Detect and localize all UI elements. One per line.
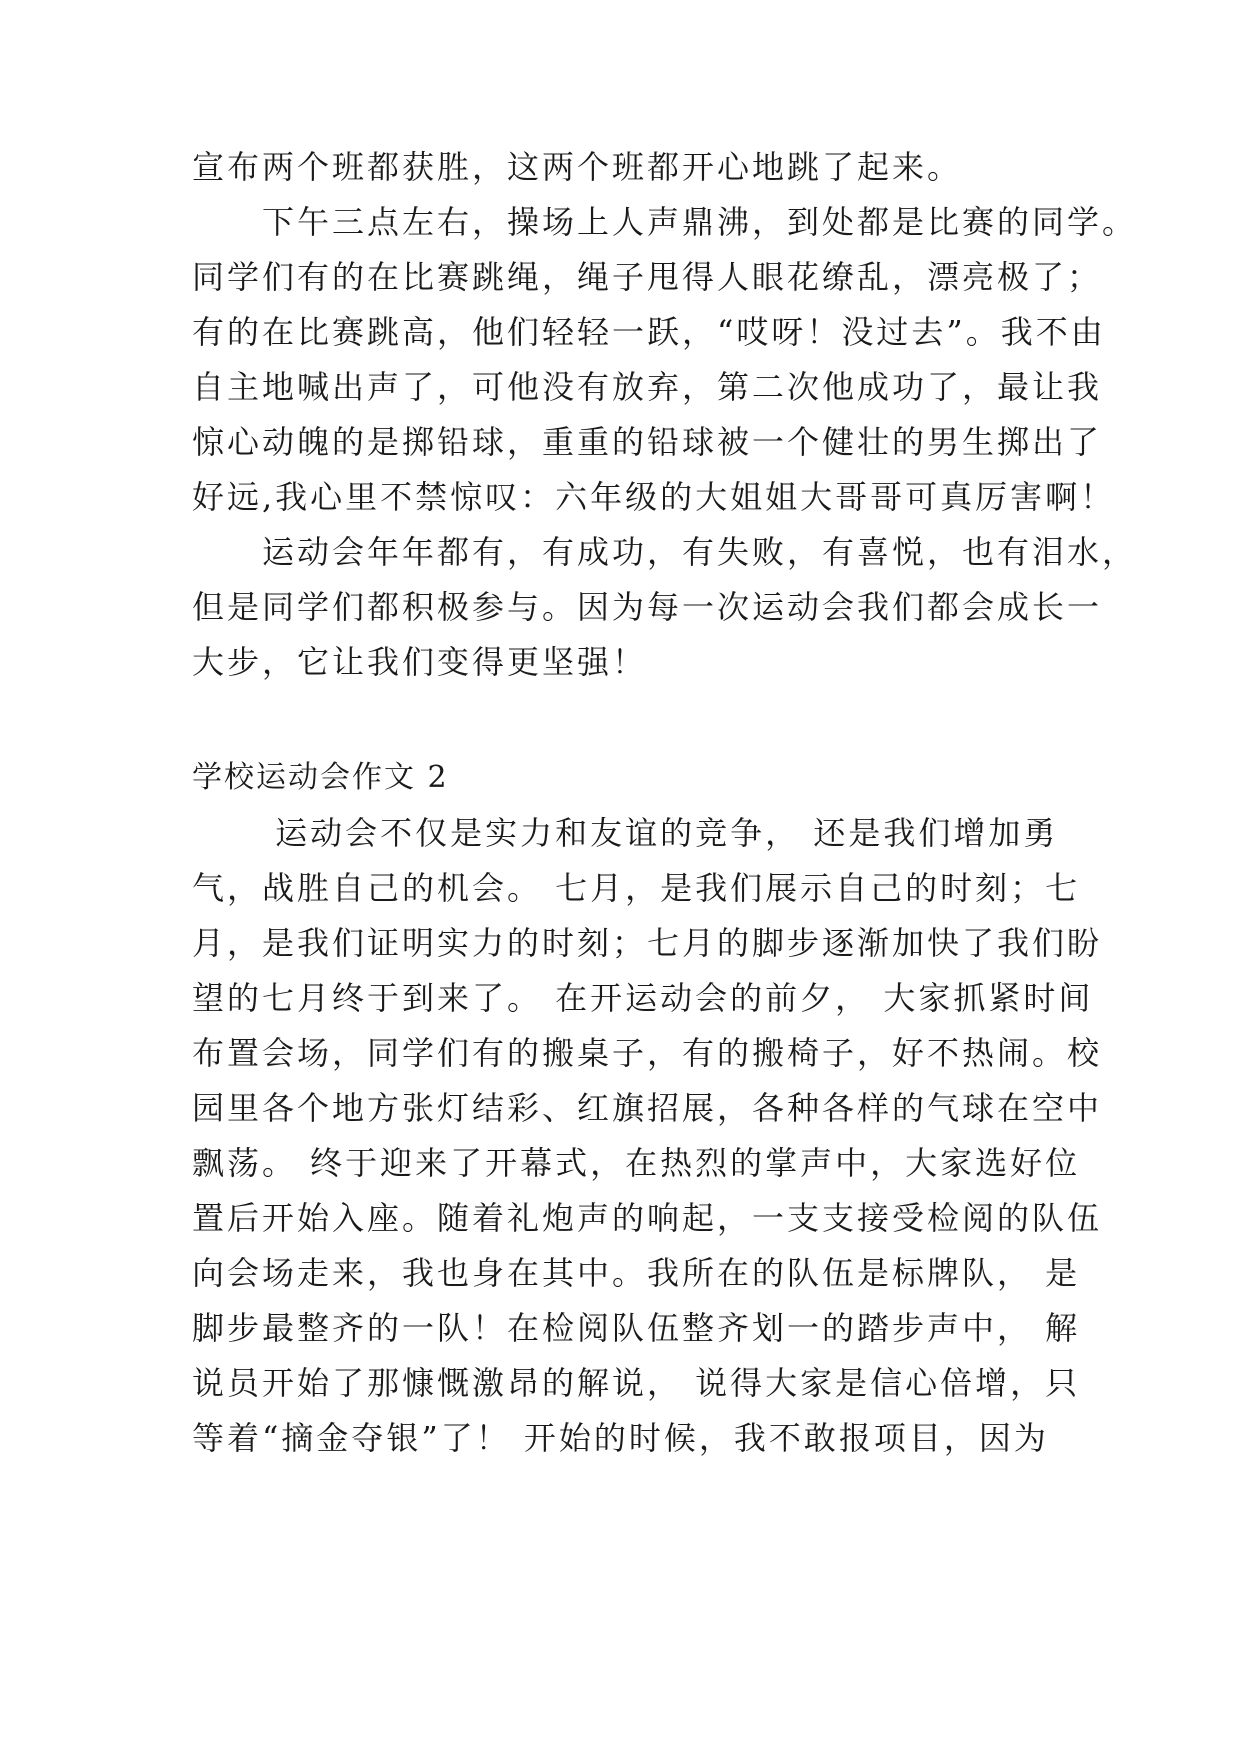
paragraph-line: 大步，它让我们变得更坚强！ [192,643,648,681]
paragraph-line: 有的在比赛跳高，他们轻轻一跃，“哎呀！没过去”。我不由 [192,313,1106,351]
paragraph-line: 园里各个地方张灯结彩、红旗招展，各种各样的气球在空中 [192,1089,1103,1127]
paragraph-line: 飘荡。 终于迎来了开幕式，在热烈的掌声中，大家选好位 [192,1144,1081,1182]
paragraph-line: 宣布两个班都获胜，这两个班都开心地跳了起来。 [192,148,963,186]
paragraph-line: 布置会场，同学们有的搬桌子，有的搬椅子，好不热闹。校 [192,1034,1103,1072]
paragraph-line: 好远,我心里不禁惊叹：六年级的大姐姐大哥哥可真厉害啊！ [192,478,1116,516]
paragraph-line: 运动会年年都有，有成功，有失败，有喜悦，也有泪水， [192,533,1138,571]
paragraph-line: 脚步最整齐的一队！在检阅队伍整齐划一的踏步声中， 解 [192,1309,1081,1347]
paragraph-line: 自主地喊出声了，可他没有放弃，第二次他成功了，最让我 [192,368,1103,406]
paragraph-line: 置后开始入座。随着礼炮声的响起，一支支接受检阅的队伍 [192,1199,1103,1237]
paragraph-line: 但是同学们都积极参与。因为每一次运动会我们都会成长一 [192,588,1103,626]
paragraph-line: 同学们有的在比赛跳绳，绳子甩得人眼花缭乱，漂亮极了； [192,258,1103,296]
section-title: 学校运动会作文 2 [192,760,449,795]
paragraph-line: 向会场走来，我也身在其中。我所在的队伍是标牌队， 是 [192,1254,1081,1292]
paragraph-line: 望的七月终于到来了。 在开运动会的前夕， 大家抓紧时间 [192,979,1094,1017]
paragraph-line: 气，战胜自己的机会。 七月，是我们展示自己的时刻；七 [192,869,1081,907]
paragraph-line: 下午三点左右，操场上人声鼎沸，到处都是比赛的同学。 [192,203,1138,241]
paragraph-line: 惊心动魄的是掷铅球，重重的铅球被一个健壮的男生掷出了 [192,423,1103,461]
paragraph-line: 等着“摘金夺银”了！ 开始的时候，我不敢报项目，因为 [192,1419,1049,1457]
paragraph-line: 运动会不仅是实力和友谊的竞争， 还是我们增加勇 [192,814,1059,852]
paragraph-line: 说员开始了那慷慨激昂的解说， 说得大家是信心倍增，只 [192,1364,1081,1402]
paragraph-line: 月，是我们证明实力的时刻；七月的脚步逐渐加快了我们盼 [192,924,1103,962]
